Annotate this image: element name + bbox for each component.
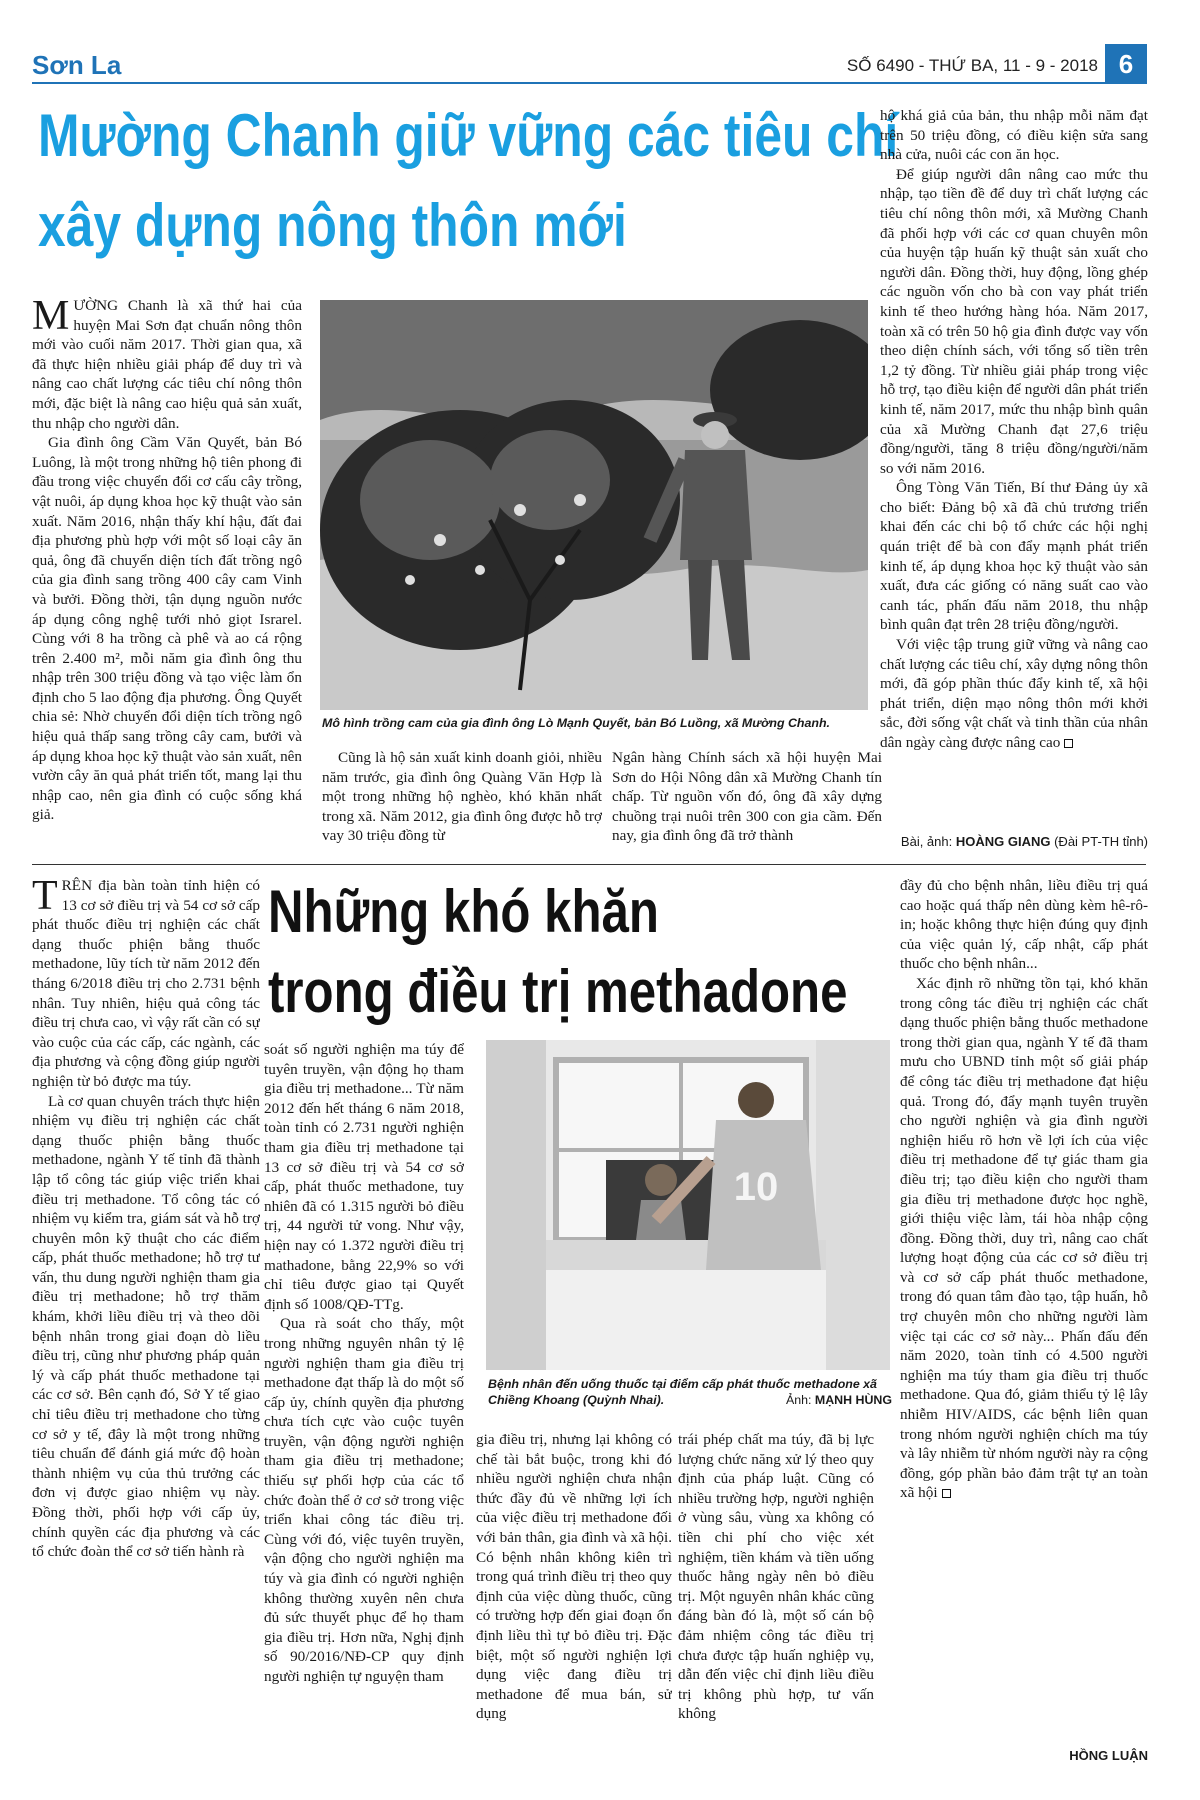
photo-caption [488, 1376, 892, 1408]
paragraph: Cũng là hộ sản xuất kinh doanh giỏi, nhiều năm trước, gia đình ông Quàng Văn Hợp là một trong những hộ nghèo, khó khăn nhất trong xã. Năm 2012, gia đình ông được hỗ trợ vay 30 triệu đồng từ [322, 749, 602, 845]
headline-line-2: xây dựng nông thôn mới [38, 192, 627, 259]
photo-caption: Mô hình trồng cam của gia đình ông Lò Mạnh Quyết, bản Bó Luồng, xã Mường Chanh. [322, 716, 830, 730]
paragraph: hộ khá giả của bản, thu nhập mỗi năm đạt trên 50 triệu đồng, có điều kiện sửa sang nhà cửa, nuôi các con ăn học. [880, 107, 1148, 164]
paragraph: Ngân hàng Chính sách xã hội huyện Mai Sơn do Hội Nông dân xã Mường Chanh tín chấp. Từ nguồn vốn đó, ông đã xây dựng chuồng trại nuôi trên 300 con gia cầm. Đến nay, gia đình ông đã trở thành [612, 749, 882, 845]
dropcap: T [32, 876, 58, 919]
article1-column-3 [612, 748, 882, 858]
article1-column-2 [322, 748, 602, 858]
headline-line-1: Những khó khăn [268, 878, 659, 945]
article2-column-2 [264, 1040, 464, 1762]
article1-byline [880, 834, 1148, 849]
paragraph: Để giúp người dân nâng cao mức thu nhập, tạo tiền đề để duy trì chất lượng các tiêu chí nông thôn mới, xã Mường Chanh đã phối hợp với các cơ quan chuyên môn của huyện tập huấn kỹ thuật sản xuất cho người dân. Đồng thời, huy động, lồng ghép các nguồn vốn cho bà con vay phát triển kinh tế theo hướng hàng hóa. Năm 2017, toàn xã có trên 50 hộ gia đình được vay vốn theo diện chính sách, với tổng số tiền trên 1,2 tỷ đồng. Từ nhiều giải pháp trong việc hỗ trợ, tạo điều kiện để người dân phát triển kinh tế, năm 2017, mức thu nhập bình quân của xã Mường Chanh đạt 27,6 triệu đồng/người, tăng 8 triệu đồng/người/năm so với năm 2016. [880, 165, 1148, 477]
paragraph: Là cơ quan chuyên trách thực hiện nhiệm vụ điều trị nghiện các chất dạng thuốc phiện bằng thuốc methadone, ngành Y tế tỉnh đã thành lập tổ công tác giúp việc triển khai điều trị methadone. Tổ công tác có nhiệm vụ kiểm tra, giám sát và hỗ trợ chuyên môn kỹ thuật cho các điểm cấp, phát thuốc methadone; hỗ trợ tư vấn, thu dung người nghiện tham gia điều trị methadone; hỗ trợ thăm khám, khởi liều điều trị và theo dõi bệnh nhân trong giai đoạn dò liều điều trị, cũng như phương pháp quản lý và cấp phát thuốc methadone tại các cơ sở. Bên cạnh đó, Sở Y tế giao chỉ tiêu điều trị methadone cho từng cơ sở y tế, đây là một trong những tiêu chuẩn để đánh giá mức độ hoàn thành nhiệm vụ của thủ trưởng các đơn vị được giao nhiệm vụ này. Đồng thời, phối hợp với cấp ủy, chính quyền các địa phương và các tổ chức đoàn thể cơ sở tiến hành rà [32, 1092, 260, 1561]
paragraph: Với việc tập trung giữ vững và nâng cao chất lượng các tiêu chí, xây dựng nông thôn mới, đã góp phần thúc đẩy kinh tế, xã hội phát triển, diện mạo nông thôn mới khởi sắc, đời sống vật chất và tinh thần của nhân dân ngày càng được nâng cao [880, 636, 1148, 751]
credit-name: MẠNH HÙNG [814, 1393, 892, 1407]
paragraph: đầy đủ cho bệnh nhân, liều điều trị quá cao hoặc quá thấp nên dùng kèm hê-rô-in; hoặc không thực hiện đúng quy định của việc quản lý, cấp nhật, cấp phát thuốc cho bệnh nhân... [900, 877, 1148, 973]
article1-column-4 [880, 106, 1148, 832]
paragraph: soát số người nghiện ma túy để tuyên truyền, vận động họ tham gia điều trị methadone... Từ năm 2012 đến hết tháng 6 năm 2018, toàn tỉnh có 2.731 người nghiện tham gia điều trị methadone tại 13 cơ sở điều trị và 54 cơ sở cấp, phát thuốc methadone, tuy nhiên đã có 1.315 người bỏ điều trị, 44 người tử vong. Như vậy, hiện nay có 1.372 người điều trị mathadone, bằng 22,9% so với chỉ tiêu được giao tại Quyết định số 1008/QĐ-TTg. [264, 1041, 464, 1313]
section-divider [32, 864, 1146, 865]
paragraph: Ông Tòng Văn Tiến, Bí thư Đảng ủy xã cho biết: Đảng bộ xã đã chủ trương triển khai đến các chi bộ tổ chức các hội nghị quán triệt để bà con đẩy mạnh phát triển kinh tế, áp dụng khoa học kỹ thuật vào sản xuất, đưa các giống có năng suất cao vào canh tác, phấn đấu năm 2018, thu nhập bình quân đạt trên 28 triệu đồng/người. [880, 479, 1148, 634]
header-rule [32, 82, 1146, 84]
byline-author: HOÀNG GIANG [955, 834, 1051, 849]
article2-column-5 [900, 876, 1148, 1746]
section-name: Sơn La [32, 50, 122, 80]
dropcap: M [32, 296, 70, 339]
byline-prefix: Bài, ảnh: [900, 834, 956, 849]
headline-line-2: trong điều trị methadone [268, 958, 848, 1025]
paragraph: trái phép chất ma túy, đã bị lực lượng chức năng xử lý theo quy định của pháp luật. Cũng có nhiều trường hợp, người nghiện ở vùng sâu, vùng xa không có tiền chi phí cho việc xét nghiệm, tiền khám và tiền uống thuốc hằng ngày nên bỏ điều trị. Một nguyên nhân khác cũng đáng bàn đó là, một số cán bộ đảm nhiệm công tác điều trị chưa được tập huấn nghiệp vụ, dẫn đến việc chỉ định liều điều trị không phù hợp, tư vấn không [678, 1431, 874, 1723]
end-mark-icon [942, 1489, 951, 1498]
paragraph: Qua rà soát cho thấy, một trong những nguyên nhân tỷ lệ người nghiện tham gia điều trị methadone đạt thấp là do một số cấp ủy, chính quyền địa phương chưa tích cực vào cuộc tuyên truyền, vận động người nghiện tham gia điều trị methadone; thiếu sự phối hợp của các tổ chức đoàn thể ở cơ sở trong việc triển khai công tác điều trị. Cùng với đó, việc tuyên truyền, vận động cho người nghiện ma túy và gia đình có người nghiện không thường xuyên nên chưa đủ sức thuyết phục để họ tham gia điều trị. Hơn nữa, Nghị định số 90/2016/NĐ-CP quy định người nghiện tự nguyện tham [264, 1315, 464, 1685]
methadone-clinic-photo [486, 1040, 890, 1370]
issue-date: SỐ 6490 - THỨ BA, 11 - 9 - 2018 [846, 56, 1098, 75]
page-number: 6 [1105, 44, 1147, 84]
jersey-number: 10 [733, 1165, 779, 1209]
credit-prefix: Ảnh: [785, 1393, 815, 1407]
paragraph: Xác định rõ những tồn tại, khó khăn trong công tác điều trị nghiện các chất dạng thuốc phiện bằng thuốc methadone trong thời gian qua, ngành Y tế đã tham mưu cho UBND tỉnh một số giải pháp để công tác điều trị methadone đạt hiệu quả. Trong đó, đẩy mạnh tuyên truyền cho người nghiện và gia đình người nghiện hiểu rõ hơn về lợi ích của việc điều trị methadone để tự giác tham gia điều trị; tạo điều kiện cho người tham gia điều trị methadone được học nghề, giới thiệu việc làm, tái hòa nhập cộng đồng. Đồng thời, duy trì, nâng cao chất lượng hoạt động của các cơ sở điều trị và cơ sở cấp phát thuốc methadone, trong đó quan tâm đào tạo, tập huấn, hỗ trợ chuyên môn cho những người làm việc tại các cơ sở này... Phấn đấu đến năm 2020, toàn tỉnh có 4.500 người nghiện ma túy tham gia điều trị thuốc methadone. Qua đó, giảm thiểu tỷ lệ lây nhiễm HIV/AIDS, các bệnh liên quan trong nhóm người nghiện chích ma túy và lây nhiễm từ nhóm người này ra cộng đồng, góp phần bảo đảm trật tự an toàn xã hội [900, 974, 1148, 1502]
byline-suffix: (Đài PT-TH tỉnh) [1050, 834, 1148, 849]
orange-orchard-photo [320, 300, 868, 710]
article2-column-3 [476, 1430, 672, 1762]
article2-byline: HỒNG LUẬN [1069, 1748, 1148, 1763]
article1-column-1 [32, 296, 302, 852]
paragraph: RÊN địa bàn toàn tỉnh hiện có 13 cơ sở điều trị và 54 cơ sở cấp phát thuốc điều trị nghiện các chất dạng thuốc phiện bằng thuốc methadone, lũy tích từ năm 2012 đến tháng 6/2018 điều trị cho 2.731 bệnh nhân. Tuy nhiên, hiệu quả công tác điều trị chưa cao, vì vậy rất cần có sự vào cuộc của các cấp, các ngành, các địa phương và cộng đồng giúp người nghiện từ bỏ được ma túy. [32, 877, 260, 1090]
paragraph: ƯỜNG Chanh là xã thứ hai của huyện Mai Sơn đạt chuẩn nông thôn mới vào cuối năm 2017. Thời gian qua, xã đã thực hiện nhiều giải pháp để duy trì và nâng cao chất lượng các tiêu chí nông thôn mới, đặc biệt là nâng cao hiệu quả sản xuất, thu nhập cho người dân. [32, 297, 302, 432]
article2-column-4 [678, 1430, 874, 1762]
caption-text: Bệnh nhân đến uống thuốc tại điểm cấp phát thuốc methadone xã Chiềng Khoang (Quỳnh Nhai). [488, 1377, 877, 1407]
paragraph: gia điều trị, nhưng lại không có chế tài bắt buộc, trong khi đó nhiều người nghiện chưa nhận thức đầy đủ về những lợi ích của việc điều trị methadone đối với bản thân, gia đình và xã hội. Có bệnh nhân không kiên trì trong quá trình điều trị theo quy định của việc dùng thuốc, cũng có trường hợp đến giai đoạn ổn định liều thì tự bỏ điều trị. Đặc biệt, một số người nghiện lợi dụng việc đang điều trị methadone để mua bán, sử dụng [476, 1431, 672, 1723]
article2-column-1 [32, 876, 260, 1766]
headline-line-1: Mường Chanh giữ vững các tiêu chí [38, 102, 899, 169]
end-mark-icon [1064, 739, 1073, 748]
photo-credit [786, 1392, 892, 1408]
paragraph: Gia đình ông Cầm Văn Quyết, bản Bó Luông, là một trong những hộ tiên phong đi đầu trong việc chuyển đổi cơ cấu cây trồng, vật nuôi, áp dụng khoa học kỹ thuật vào sản xuất. Năm 2016, nhận thấy khí hậu, đất đai địa phương phù hợp với một số loại cây ăn quả, ông đã chuyển diện tích đất trồng ngô của gia đình sang trồng 400 cây cam Vinh và bưởi. Đồng thời, tận dụng nguồn nước áp dụng công nghệ tưới nhỏ giọt Israrel. Cùng với 8 ha trồng cà phê và ao cá rộng trên 2.400 m², mỗi năm gia đình ông thu nhập trên 300 triệu đồng và tạo việc làm ổn định cho 5 lao động địa phương. Ông Quyết chia sẻ: Nhờ chuyển đổi diện tích trồng ngô hiệu quả thấp sang trồng cây cam, bưởi và áp dụng khoa học kỹ thuật vào sản xuất, nên vườn cây ăn quả phát triển tốt, mang lại thu nhập cao, nên gia đình có cuộc sống khá giả. [32, 434, 302, 824]
